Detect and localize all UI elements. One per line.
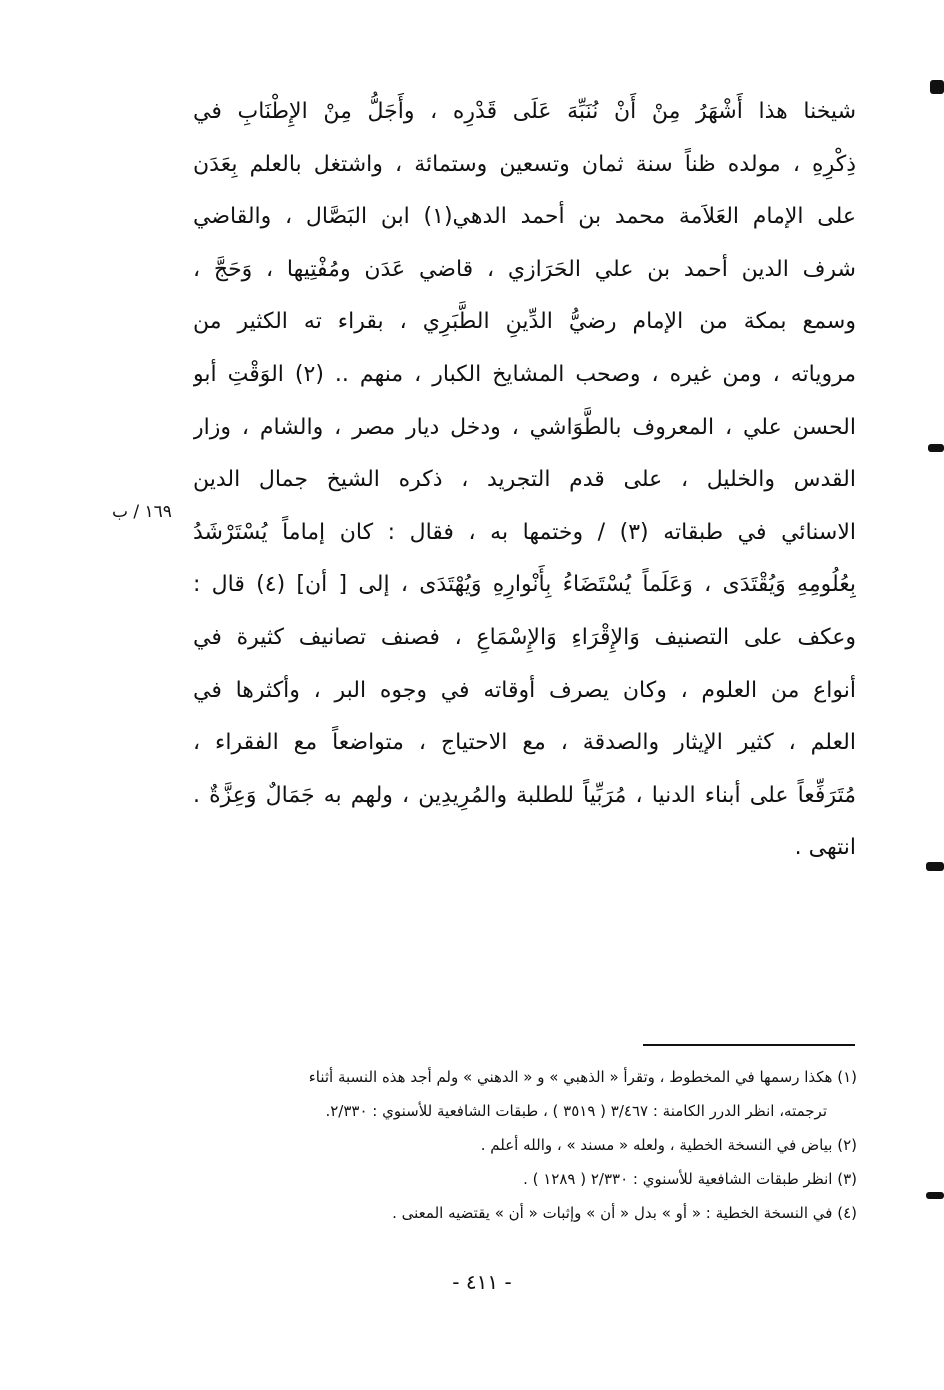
footnote-2: (٢) بياض في النسخة الخطية ، ولعله « مسند » ، والله أعلم .: [480, 1136, 857, 1154]
scan-edge-mark: [926, 1192, 944, 1199]
page-number: - ٤١١ -: [452, 1270, 512, 1294]
footnote-3: (٣) انظر طبقات الشافعية للأسنوي : ٢/٣٣٠ ( ١٢٨٩ ) .: [523, 1170, 857, 1188]
text-line-last: انتهى .: [794, 835, 856, 861]
text-line: على الإمام العَلاَمة محمد بن أحمد الدهي(١) ابن البَصَّال ، والقاضي: [193, 204, 856, 230]
text-line: شرف الدين أحمد بن علي الحَرَازي ، قاضي عَدَن ومُفْتِيها ، وَحَجَّ ،: [193, 256, 856, 282]
scan-edge-mark: [928, 444, 944, 452]
footnote-separator: [643, 1044, 855, 1046]
text-line: مُتَرَفِّعاً على أبناء الدنيا ، مُرَبِّياً للطلبة والمُرِيدِين ، ولهم به جَمَالٌ وَعِزَّةٌ .: [193, 782, 856, 808]
text-line: مروياته ، ومن غيره ، وصحب المشايخ الكبار ، منهم .. (٢) الوَقْتِ أبو: [193, 361, 856, 387]
text-line: الاسنائي في طبقاته (٣) / وختمها به ، فقال : كان إماماً يُسْتَرْشَدُ: [193, 519, 856, 545]
footnote-4: (٤) في النسخة الخطية : « أو » بدل « أن » وإثبات « أن » يقتضيه المعنى .: [392, 1204, 857, 1222]
text-line: وعكف على التصنيف وَالإِقْرَاءِ وَالإِسْمَاعِ ، فصنف تصانيف كثيرة في: [193, 624, 856, 650]
main-text: [193, 86, 856, 875]
text-line: الحسن علي ، المعروف بالطَّوَاشي ، ودخل ديار مصر ، والشام ، وزار: [193, 414, 856, 440]
text-line: العلم ، كثير الإيثار والصدقة ، مع الاحتياج ، متواضعاً مع الفقراء ،: [193, 730, 856, 756]
text-line: وسمع بمكة من الإمام رضيُّ الدِّينِ الطَّبَرِي ، بقراء ته الكثير من: [193, 309, 856, 335]
folio-margin-note: ١٦٩ / ب: [112, 502, 172, 522]
scan-edge-mark: [930, 80, 944, 94]
footnote-1: (١) هكذا رسمها في المخطوط ، وتقرأ « الذهبي » و « الدهني » ولم أجد هذه النسبة أثناء: [308, 1068, 857, 1086]
text-line: القدس والخليل ، على قدم التجريد ، ذكره الشيخ جمال الدين: [193, 467, 856, 493]
footnotes: [196, 1060, 857, 1230]
scan-edge-mark: [926, 862, 944, 871]
text-line: ذِكْرِهِ ، مولده ظناً سنة ثمان وتسعين وستمائة ، واشتغل بالعلم بِعَدَن: [193, 151, 856, 177]
text-line: شيخنا هذا أَشْهَرُ مِنْ أَنْ نُنَبِّهَ عَلَى قَدْرِه ، وأَجَلُّ مِنْ الإِطْنَابِ في: [193, 99, 856, 124]
text-line: أنواع من العلوم ، وكان يصرف أوقاته في وجوه البر ، وأكثرها في: [193, 677, 856, 703]
text-line: بِعُلُومِهِ وَيُقْتَدَى ، وَعَلَماً يُسْتَضَاءُ بِأَنْوارِهِ وَيُهْتَدَى ، إلى [ أن] (٤) قال :: [193, 572, 856, 598]
footnote-1-continuation: ترجمته، انظر الدرر الكامنة : ٣/٤٦٧ ( ٣٥١٩ ) ، طبقات الشافعية للأسنوي : ٢/٣٣٠.: [325, 1102, 827, 1120]
